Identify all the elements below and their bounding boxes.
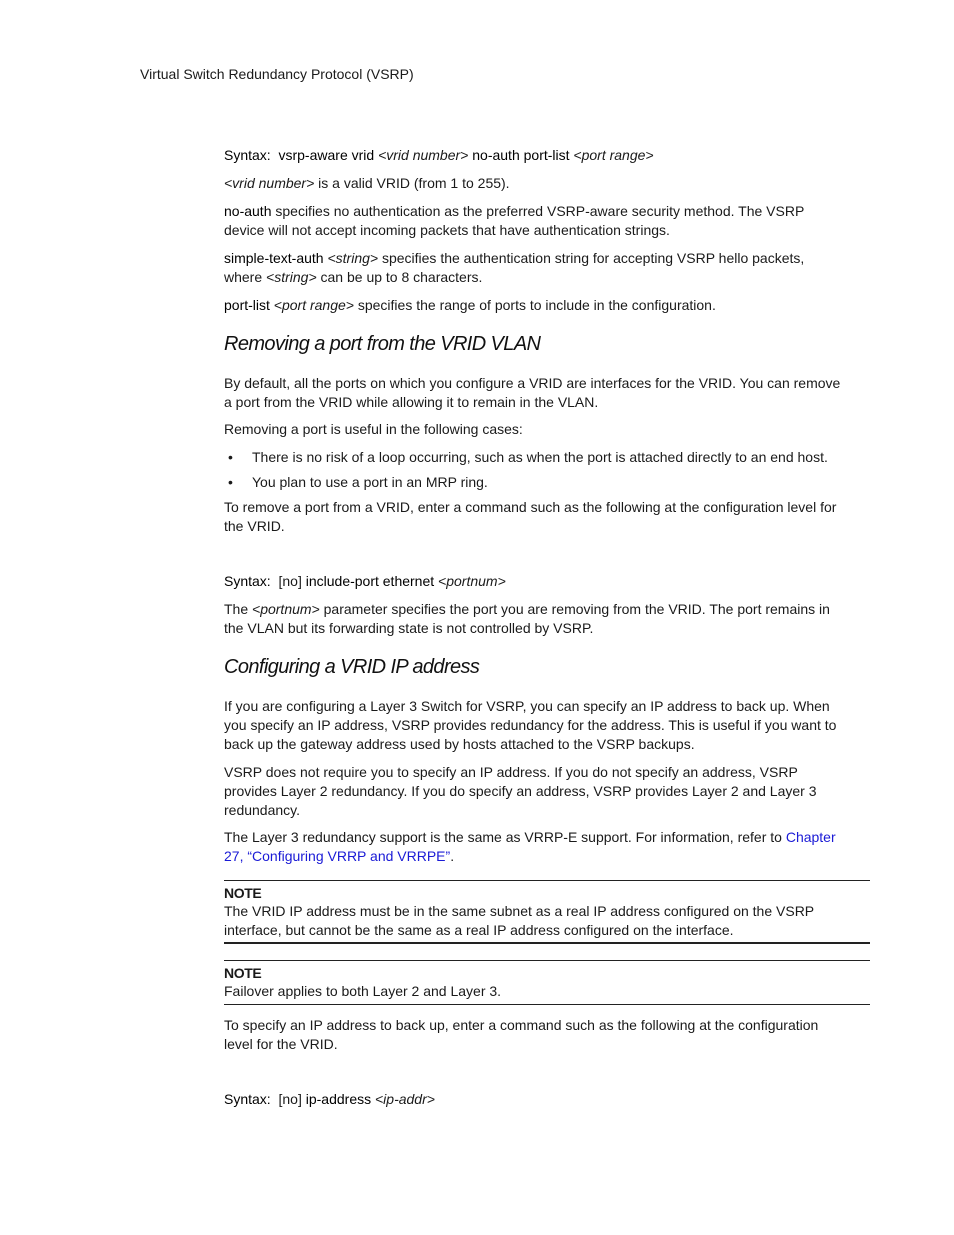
syntax-command: no-auth port-list — [472, 147, 570, 163]
note-bottom-rule — [224, 942, 870, 944]
bullet-text: You plan to use a port in an MRP ring. — [252, 474, 488, 490]
paragraph — [224, 697, 870, 754]
definition-text: where — [224, 269, 267, 285]
syntax-line-ip-address — [224, 1090, 870, 1109]
parameter-argument: <string> — [327, 250, 379, 266]
note-label: NOTE — [224, 965, 262, 981]
paragraph — [224, 374, 870, 412]
text-line: back up the gateway address used by hosts attached to the VSRP backups. — [224, 736, 695, 752]
paragraph — [224, 828, 870, 866]
syntax-argument: <port range> — [573, 147, 654, 163]
parameter-argument: <portnum> — [252, 601, 320, 617]
definition-text: specifies no authentication as the preferred VSRP-aware security method. The VSRP — [271, 203, 805, 219]
running-header: Virtual Switch Redundancy Protocol (VSRP) — [140, 66, 414, 82]
parameter-name: no-auth — [224, 203, 272, 219]
definition-no-auth — [224, 202, 870, 240]
note-top-rule — [224, 960, 870, 961]
text-line: a port from the VRID while allowing it to remain in the VLAN. — [224, 394, 599, 410]
text-line: redundancy. — [224, 802, 301, 818]
text: The — [224, 601, 253, 617]
definition-text: specifies the authentication string for accepting VSRP hello packets, — [378, 250, 805, 266]
syntax-label: Syntax: — [224, 573, 271, 589]
chapter-link[interactable]: Chapter — [785, 829, 836, 845]
paragraph: Removing a port is useful in the following cases: — [224, 421, 523, 437]
bullet-marker: • — [228, 474, 233, 490]
text: parameter specifies the port you are removing from the VRID. The port remains in — [319, 601, 830, 617]
text-line: To specify an IP address to back up, enter a command such as the following at the configuration — [224, 1017, 819, 1033]
note-text: Failover applies to both Layer 2 and Layer 3. — [224, 983, 502, 999]
paragraph — [224, 498, 870, 536]
definition-text: is a valid VRID (from 1 to 255). — [314, 175, 510, 191]
syntax-label: Syntax: — [224, 147, 271, 163]
syntax-command: vsrp-aware vrid — [278, 147, 375, 163]
text-line: provides Layer 2 redundancy. If you do specify an address, VSRP provides Layer 2 and Layer 3 — [224, 783, 817, 799]
syntax-line-vsrp-aware — [224, 146, 870, 165]
text-line: To remove a port from a VRID, enter a command such as the following at the configuration level for — [224, 499, 837, 515]
text: . — [450, 848, 455, 864]
syntax-line-include-port — [224, 572, 870, 591]
text-line: the VLAN but its forwarding state is not controlled by VSRP. — [224, 620, 594, 636]
syntax-argument: <ip-addr> — [375, 1091, 435, 1107]
text-line: The VRID IP address must be in the same subnet as a real IP address configured on the VSRP — [224, 903, 815, 919]
bullet-marker: • — [228, 449, 233, 465]
definition-text: device will not accept incoming packets that have authentication strings. — [224, 222, 670, 238]
text-line: level for the VRID. — [224, 1036, 338, 1052]
definition-text: specifies the range of ports to include in the configuration. — [353, 297, 716, 313]
paragraph — [224, 1016, 870, 1054]
text-line: the VRID. — [224, 518, 285, 534]
syntax-command: ip-address — [305, 1091, 372, 1107]
parameter-name: port-list — [224, 297, 270, 313]
definition-vrid-number — [224, 174, 870, 193]
definition-port-list — [224, 296, 870, 315]
section-heading-removing-port: Removing a port from the VRID VLAN — [224, 333, 541, 355]
note-text — [224, 902, 870, 940]
paragraph — [224, 763, 870, 820]
chapter-link[interactable]: 27, “Configuring VRRP and VRRPE” — [224, 848, 451, 864]
text-line: interface, but cannot be the same as a real IP address configured on the interface. — [224, 922, 734, 938]
syntax-optional: [no] — [278, 573, 302, 589]
section-heading-configuring-ip: Configuring a VRID IP address — [224, 656, 480, 678]
text-line: By default, all the ports on which you configure a VRID are interfaces for the VRID. You can remove — [224, 375, 841, 391]
text-line: If you are configuring a Layer 3 Switch for VSRP, you can specify an IP address to back up. When — [224, 698, 830, 714]
syntax-argument: <portnum> — [438, 573, 506, 589]
definition-text: can be up to 8 characters. — [316, 269, 483, 285]
parameter-argument: <string> — [266, 269, 317, 285]
syntax-label: Syntax: — [224, 1091, 271, 1107]
syntax-optional: [no] — [278, 1091, 302, 1107]
bullet-text: There is no risk of a loop occurring, such as when the port is attached directly to an end host. — [252, 449, 828, 465]
definition-simple-text-auth — [224, 249, 870, 287]
text: The Layer 3 redundancy support is the same as VRRP-E support. For information, refer to — [224, 829, 786, 845]
paragraph — [224, 600, 870, 638]
text-line: VSRP does not require you to specify an IP address. If you do not specify an address, VSRP — [224, 764, 798, 780]
note-bottom-rule — [224, 1004, 870, 1005]
note-top-rule — [224, 880, 870, 881]
parameter-argument: <port range> — [273, 297, 354, 313]
parameter-name: <vrid number> — [224, 175, 315, 191]
syntax-command: include-port ethernet — [305, 573, 435, 589]
parameter-name: simple-text-auth — [224, 250, 324, 266]
note-label: NOTE — [224, 885, 262, 901]
syntax-argument: <vrid number> — [378, 147, 469, 163]
text-line: you specify an IP address, VSRP provides redundancy for the address. This is useful if you want to — [224, 717, 837, 733]
